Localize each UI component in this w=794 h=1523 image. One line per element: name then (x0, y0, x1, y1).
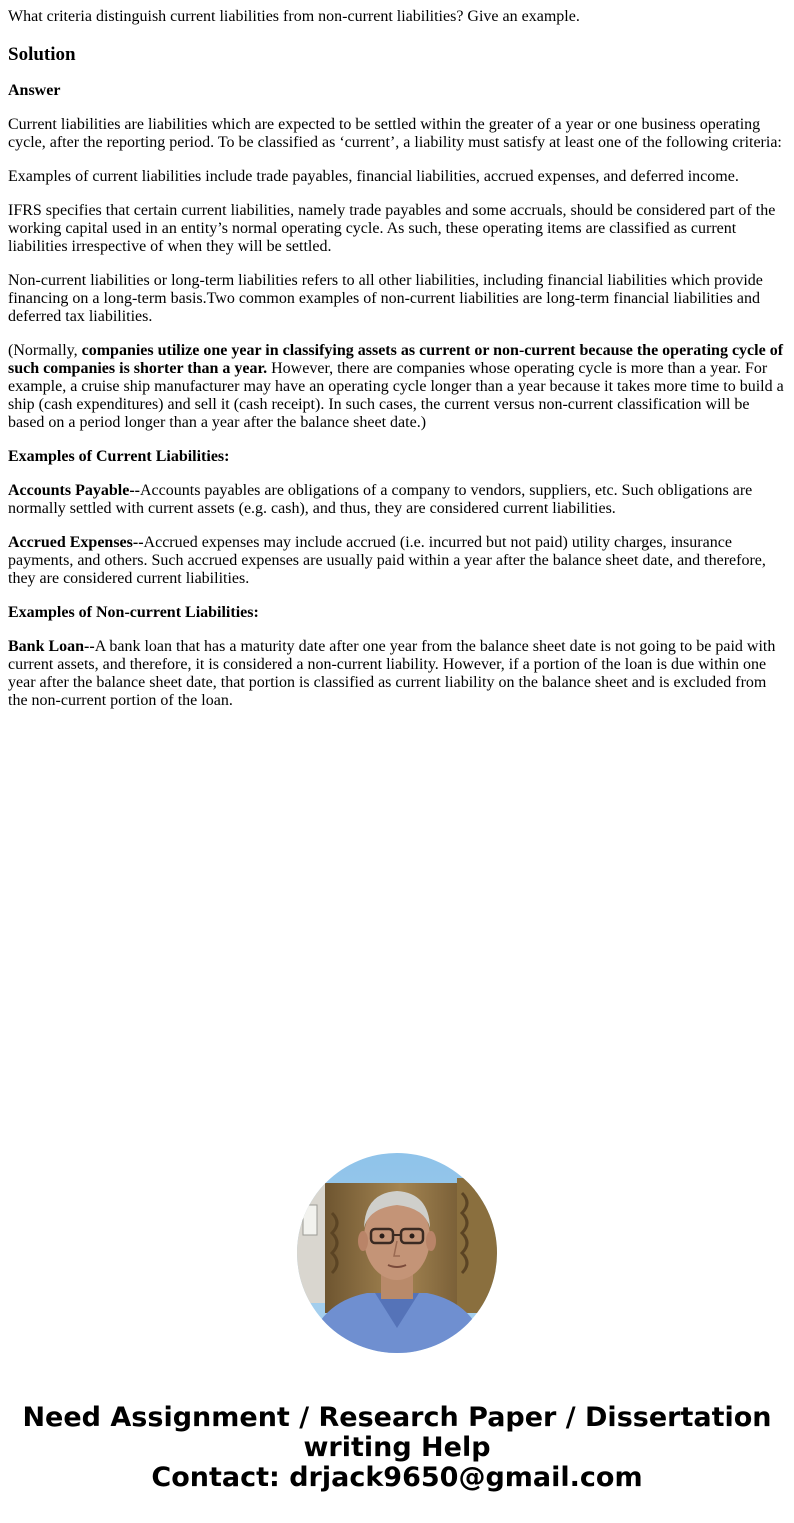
author-portrait-icon (297, 1153, 497, 1353)
current-examples-heading: Examples of Current Liabilities: (8, 448, 230, 465)
paragraph-noncurrent-definition: Non-current liabilities or long-term liabilities refers to all other liabilities, including financial liabilities which provide financing on a long-term basis.Two common examples of non-current liabilities are long-term financial liabilities and deferred tax liabilities. (8, 272, 763, 325)
operating-cycle-pre: (Normally, (8, 342, 82, 359)
answer-heading: Answer (8, 82, 61, 99)
paragraph-ifrs: IFRS specifies that certain current liabilities, namely trade payables and some accruals, should be considered part of the working capital used in an entity’s normal operating cycle. As such, these operating items are classified as current liabilities irrespective of when they will be settled. (8, 202, 776, 255)
promo-contact: Contact: drjack9650@gmail.com (151, 1462, 643, 1493)
accrued-expenses-term: Accrued Expenses-- (8, 534, 144, 551)
accrued-expenses-item (8, 534, 786, 588)
solution-heading: Solution (8, 44, 76, 65)
bank-loan-text: A bank loan that has a maturity date after one year from the balance sheet date is not going to be paid with current assets, and therefore, it is considered a non-current liability. However, if a portion of the loan is due within one year after the balance sheet date, that portion is classified as current liability on the balance sheet and is excluded from the non-current portion of the loan. (8, 638, 776, 709)
noncurrent-examples-heading: Examples of Non-current Liabilities: (8, 604, 259, 621)
accounts-payable-term: Accounts Payable-- (8, 482, 140, 499)
paragraph-current-examples: Examples of current liabilities include trade payables, financial liabilities, accrued expenses, and deferred income. (8, 168, 739, 185)
promo-line-2: writing Help (303, 1432, 491, 1463)
paragraph-operating-cycle (8, 342, 786, 432)
promo-line-1: Need Assignment / Research Paper / Dissertation (22, 1402, 772, 1433)
accrued-expenses-text: Accrued expenses may include accrued (i.e. incurred but not paid) utility charges, insurance payments, and others. Such accrued expenses are usually paid within a year after the balance sheet date, and therefore, they are considered current liabilities. (8, 534, 766, 587)
operating-cycle-post: However, there are companies whose operating cycle is more than a year. For example, a cruise ship manufacturer may have an operating cycle longer than a year because it takes more time to build a ship (cash expenditures) and sell it (cash receipt). In such cases, the current versus non-current classification will be based on a period longer than a year after the balance sheet date.) (8, 360, 784, 431)
paragraph-current-definition: Current liabilities are liabilities which are expected to be settled within the greater of a year or one business operating cycle, after the reporting period. To be classified as ‘current’, a liability must satisfy at least one of the following criteria: (8, 116, 782, 151)
question-text: What criteria distinguish current liabilities from non-current liabilities? Give an example. (8, 8, 580, 25)
accounts-payable-text: Accounts payables are obligations of a company to vendors, suppliers, etc. Such obligations are normally settled with current assets (e.g. cash), and thus, they are considered current liabilities. (8, 482, 753, 517)
bank-loan-term: Bank Loan-- (8, 638, 95, 655)
document-body (8, 8, 786, 726)
author-avatar (297, 1153, 497, 1353)
accounts-payable-item (8, 482, 786, 518)
promo-banner (0, 1403, 794, 1493)
bank-loan-item (8, 638, 786, 710)
operating-cycle-bold: companies utilize one year in classifying assets as current or non-current because the operating cycle of such companies is shorter than a year. (8, 342, 784, 377)
